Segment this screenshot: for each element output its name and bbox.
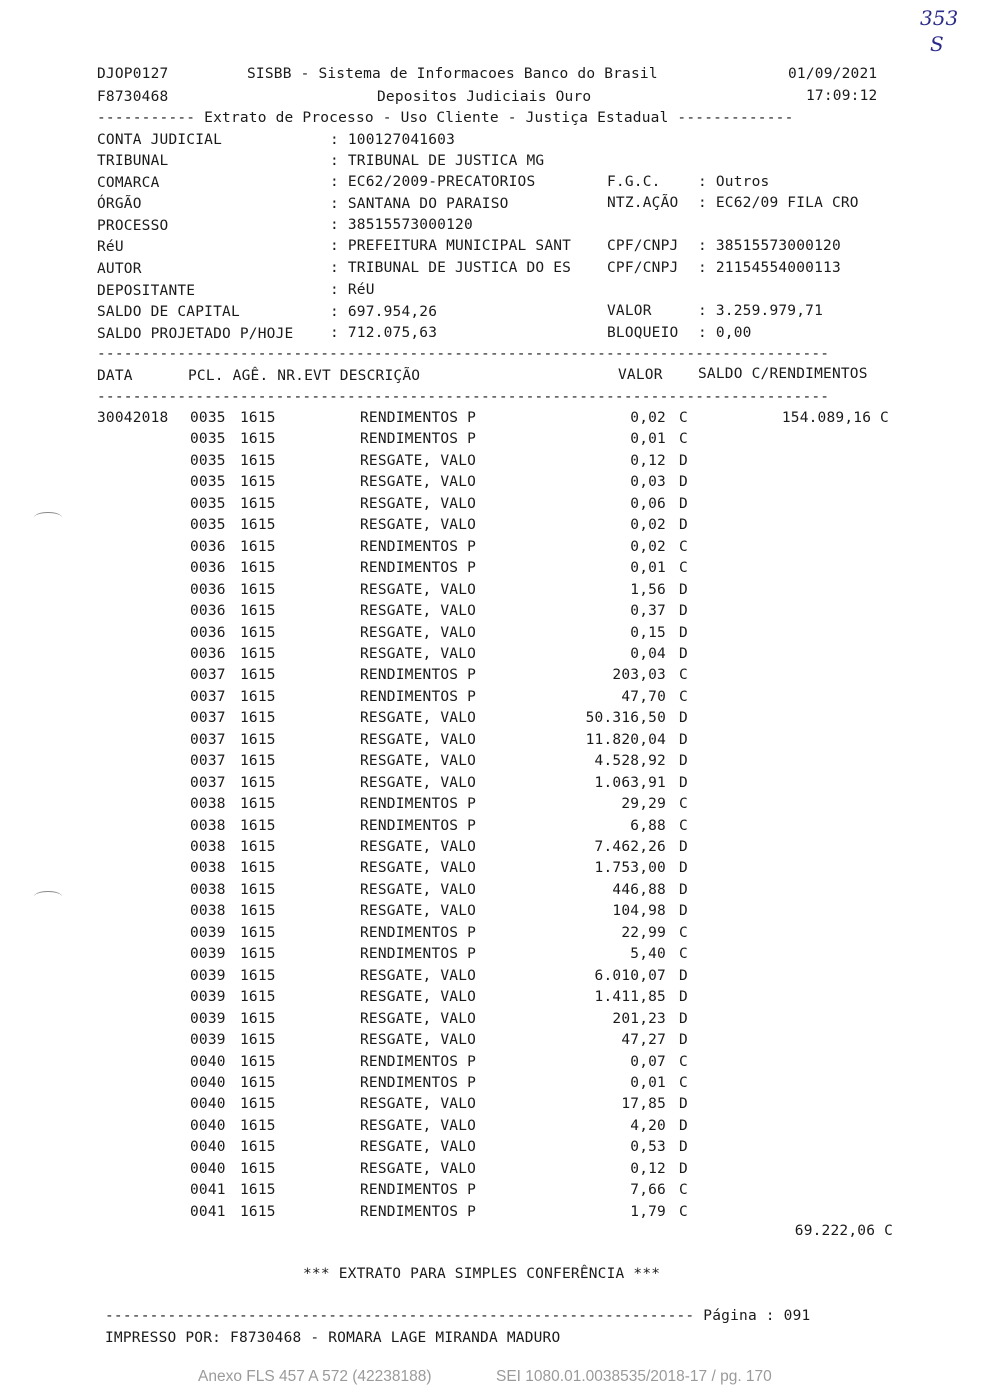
label-depositante: DEPOSITANTE [97,283,196,299]
row-debit-credit: D [679,452,688,469]
table-row [0,1096,990,1117]
label-ntz-acao: NTZ.AÇÃO [607,195,679,211]
row-agencia: 1615 [240,860,276,877]
row-descricao: RESGATE, VALO [360,989,477,1006]
row-agencia: 1615 [240,753,276,770]
label-cpf-autor: CPF/CNPJ [607,260,679,276]
row-date: 30042018 [97,410,169,426]
label-comarca: COMARCA [97,175,160,191]
row-pcl: 0038 [190,817,226,834]
row-valor: 104,98 [612,903,666,920]
table-row [0,989,990,1010]
row-descricao: RENDIMENTOS P [360,688,477,705]
row-pcl: 0035 [190,474,226,491]
row-valor: 5,40 [630,946,666,963]
label-cpf-reu: CPF/CNPJ [607,238,679,254]
row-debit-credit: C [679,1053,688,1070]
row-descricao: RENDIMENTOS P [360,560,477,577]
row-valor: 29,29 [621,796,666,813]
row-pcl: 0040 [190,1053,226,1070]
value-conta: : 100127041603 [330,132,456,148]
row-debit-credit: C [679,688,688,705]
row-agencia: 1615 [240,1160,276,1177]
row-debit-credit: D [679,774,688,791]
row-descricao: RESGATE, VALO [360,645,477,662]
value-autor: : TRIBUNAL DE JUSTICA DO ES [330,260,572,276]
row-agencia: 1615 [240,431,276,448]
row-valor: 0,01 [630,1074,666,1091]
row-descricao: RESGATE, VALO [360,710,477,727]
value-comarca: : EC62/2009-PRECATORIOS [330,174,536,190]
table-row [0,431,990,452]
row-descricao: RENDIMENTOS P [360,924,477,941]
row-valor: 6.010,07 [594,967,666,984]
table-row [0,1032,990,1053]
label-bloqueio: BLOQUEIO [607,325,679,341]
table-row [0,539,990,560]
row-pcl: 0039 [190,989,226,1006]
table-row [0,625,990,646]
row-agencia: 1615 [240,946,276,963]
row-valor: 1.411,85 [594,989,666,1006]
table-row [0,689,990,710]
table-row [0,1204,990,1225]
table-row [0,968,990,989]
value-saldo-projetado: : 712.075,63 [330,325,438,341]
row-agencia: 1615 [240,1117,276,1134]
value-saldo-capital: : 697.954,26 [330,304,438,320]
row-valor: 0,07 [630,1053,666,1070]
row-descricao: RENDIMENTOS P [360,1053,477,1070]
table-row [0,1054,990,1075]
row-valor: 0,02 [630,517,666,534]
row-debit-credit: C [679,410,688,426]
row-valor: 1,79 [630,1203,666,1220]
row-debit-credit: D [679,967,688,984]
row-debit-credit: D [679,1117,688,1134]
row-debit-credit: D [679,517,688,534]
handwritten-page-number: 353 [920,6,959,30]
row-agencia: 1615 [240,688,276,705]
divider-header: ---------------------------------------------------------------------------------- [97,389,830,405]
row-agencia: 1615 [240,517,276,534]
row-pcl: 0035 [190,517,226,534]
row-descricao: RESGATE, VALO [360,860,477,877]
row-pcl: 0035 [190,452,226,469]
row-pcl: 0036 [190,538,226,555]
row-agencia: 1615 [240,774,276,791]
row-debit-credit: D [679,839,688,855]
row-descricao: RESGATE, VALO [360,1139,477,1156]
row-debit-credit: C [679,431,688,448]
value-cpf-autor: : 21154554000113 [698,260,841,276]
row-descricao: RESGATE, VALO [360,1117,477,1134]
table-row [0,646,990,667]
table-row [0,925,990,946]
label-saldo-capital: SALDO DE CAPITAL [97,304,240,320]
row-agencia: 1615 [240,881,276,898]
table-row [0,1118,990,1139]
row-pcl: 0037 [190,667,226,684]
table-row [0,560,990,581]
row-valor: 0,37 [630,603,666,620]
table-row [0,582,990,603]
row-valor: 0,12 [630,452,666,469]
row-pcl: 0036 [190,624,226,641]
row-descricao: RESGATE, VALO [360,495,477,512]
row-pcl: 0039 [190,1032,226,1049]
table-row [0,946,990,967]
row-agencia: 1615 [240,731,276,748]
row-valor: 0,03 [630,474,666,491]
row-descricao: RENDIMENTOS P [360,946,477,963]
table-row [0,496,990,517]
row-valor: 17,85 [621,1096,666,1113]
row-pcl: 0037 [190,710,226,727]
row-valor: 0,04 [630,645,666,662]
value-valor: : 3.259.979,71 [698,303,824,319]
row-pcl: 0038 [190,796,226,813]
value-tribunal: : TRIBUNAL DE JUSTICA MG [330,153,545,169]
row-pcl: 0040 [190,1074,226,1091]
row-debit-credit: C [679,538,688,555]
value-bloqueio: : 0,00 [698,325,752,341]
row-debit-credit: D [679,860,688,877]
row-descricao: RESGATE, VALO [360,581,477,598]
printed-by: IMPRESSO POR: F8730468 - ROMARA LAGE MIRANDA MADURO [105,1330,561,1346]
value-processo: : 38515573000120 [330,217,473,233]
row-agencia: 1615 [240,903,276,920]
row-pcl: 0036 [190,560,226,577]
row-debit-credit: D [679,1032,688,1049]
row-valor: 22,99 [621,924,666,941]
row-debit-credit: D [679,645,688,662]
label-valor: VALOR [607,303,652,319]
row-debit-credit: D [679,624,688,641]
value-ntz-acao: : EC62/09 FILA CRO [698,195,859,211]
row-pcl: 0035 [190,495,226,512]
row-valor: 0,01 [630,560,666,577]
row-valor: 446,88 [612,881,666,898]
row-valor: 201,23 [612,1010,666,1027]
conference-notice: *** EXTRATO PARA SIMPLES CONFERÊNCIA *** [303,1266,661,1282]
table-row [0,517,990,538]
row-valor: 1.753,00 [594,860,666,877]
row-agencia: 1615 [240,796,276,813]
table-row [0,732,990,753]
row-agencia: 1615 [240,410,276,426]
row-descricao: RENDIMENTOS P [360,1074,477,1091]
page-footer-line: ------------------------------------------------------------------ Página : 091 [105,1308,811,1324]
table-row [0,796,990,817]
row-pcl: 0037 [190,688,226,705]
value-depositante: : RéU [330,282,375,298]
print-time: 17:09:12 [806,88,878,104]
row-debit-credit: D [679,1096,688,1113]
table-row [0,1075,990,1096]
column-pcl-desc: PCL. AGÊ. NR.EVT DESCRIÇÃO [188,368,421,384]
row-descricao: RENDIMENTOS P [360,538,477,555]
row-valor: 7,66 [630,1182,666,1199]
row-agencia: 1615 [240,1203,276,1220]
row-valor: 50.316,50 [585,710,666,727]
row-valor: 0,01 [630,431,666,448]
row-agencia: 1615 [240,603,276,620]
label-orgao: ÓRGÃO [97,196,142,212]
row-agencia: 1615 [240,452,276,469]
row-pcl: 0040 [190,1160,226,1177]
row-valor: 4,20 [630,1117,666,1134]
column-valor: VALOR [618,367,663,383]
row-descricao: RESGATE, VALO [360,731,477,748]
table-row [0,1161,990,1182]
table-row [0,775,990,796]
scan-mark [34,891,62,902]
row-agencia: 1615 [240,538,276,555]
sei-reference: SEI 1080.01.0038535/2018-17 / pg. 170 [496,1368,772,1385]
row-debit-credit: D [679,1160,688,1177]
row-valor: 47,27 [621,1032,666,1049]
row-descricao: RENDIMENTOS P [360,796,477,813]
row-pcl: 0038 [190,839,226,855]
row-valor: 0,15 [630,624,666,641]
row-agencia: 1615 [240,1096,276,1113]
row-descricao: RESGATE, VALO [360,881,477,898]
label-processo: PROCESSO [97,218,169,234]
handwritten-initial: S [930,32,944,56]
row-debit-credit: D [679,881,688,898]
row-debit-credit: C [679,946,688,963]
row-debit-credit: D [679,603,688,620]
row-agencia: 1615 [240,624,276,641]
row-descricao: RENDIMENTOS P [360,1182,477,1199]
table-row [0,603,990,624]
system-code: DJOP0127 [97,66,169,82]
label-conta: CONTA JUDICIAL [97,132,223,148]
row-agencia: 1615 [240,1010,276,1027]
scan-mark [34,512,62,523]
row-debit-credit: D [679,495,688,512]
row-pcl: 0035 [190,431,226,448]
row-agencia: 1615 [240,474,276,491]
row-pcl: 0040 [190,1096,226,1113]
column-data: DATA [97,368,133,384]
row-debit-credit: C [679,817,688,834]
row-agencia: 1615 [240,710,276,727]
row-pcl: 0036 [190,581,226,598]
row-valor: 0,53 [630,1139,666,1156]
row-pcl: 0038 [190,860,226,877]
row-pcl: 0039 [190,924,226,941]
row-descricao: RESGATE, VALO [360,452,477,469]
table-row [0,860,990,881]
table-row [0,818,990,839]
row-descricao: RESGATE, VALO [360,517,477,534]
table-row [0,1011,990,1032]
row-valor: 7.462,26 [594,839,666,855]
table-row [0,1139,990,1160]
table-row [0,839,990,860]
system-subtitle: Depositos Judiciais Ouro [377,89,592,105]
row-agencia: 1615 [240,581,276,598]
row-descricao: RESGATE, VALO [360,1096,477,1113]
row-valor: 4.528,92 [594,753,666,770]
value-reu: : PREFEITURA MUNICIPAL SANT [330,238,572,254]
divider-top: ---------------------------------------------------------------------------------- [97,346,830,362]
row-pcl: 0039 [190,1010,226,1027]
annex-reference: Anexo FLS 457 A 572 (42238188) [198,1368,432,1385]
row-agencia: 1615 [240,1074,276,1091]
row-debit-credit: C [679,796,688,813]
table-row [0,753,990,774]
row-debit-credit: D [679,731,688,748]
row-descricao: RESGATE, VALO [360,474,477,491]
row-pcl: 0035 [190,410,226,426]
row-agencia: 1615 [240,817,276,834]
row-debit-credit: D [679,903,688,920]
extract-title-line: ----------- Extrato de Processo - Uso Cliente - Justiça Estadual ------------- [97,110,794,126]
row-debit-credit: C [679,560,688,577]
row-valor: 47,70 [621,688,666,705]
row-descricao: RENDIMENTOS P [360,1203,477,1220]
table-row [0,410,990,431]
label-saldo-projetado: SALDO PROJETADO P/HOJE [97,326,294,342]
table-row [0,882,990,903]
row-descricao: RESGATE, VALO [360,1010,477,1027]
row-valor: 1.063,91 [594,774,666,791]
row-descricao: RESGATE, VALO [360,903,477,920]
row-agencia: 1615 [240,1139,276,1156]
row-descricao: RESGATE, VALO [360,1032,477,1049]
row-pcl: 0039 [190,967,226,984]
row-agencia: 1615 [240,1182,276,1199]
row-debit-credit: C [679,924,688,941]
row-agencia: 1615 [240,1032,276,1049]
value-orgao: : SANTANA DO PARAISO [330,196,509,212]
row-descricao: RESGATE, VALO [360,753,477,770]
row-debit-credit: D [679,710,688,727]
row-agencia: 1615 [240,924,276,941]
row-pcl: 0040 [190,1117,226,1134]
row-pcl: 0039 [190,946,226,963]
table-row [0,474,990,495]
row-pcl: 0036 [190,603,226,620]
row-pcl: 0037 [190,753,226,770]
value-cpf-reu: : 38515573000120 [698,238,841,254]
row-debit-credit: D [679,753,688,770]
label-reu: RéU [97,239,124,255]
row-valor: 203,03 [612,667,666,684]
row-agencia: 1615 [240,1053,276,1070]
row-debit-credit: C [679,1182,688,1199]
label-autor: AUTOR [97,261,142,277]
operator-code: F8730468 [97,89,169,105]
row-descricao: RESGATE, VALO [360,603,477,620]
row-pcl: 0040 [190,1139,226,1156]
row-pcl: 0038 [190,903,226,920]
row-agencia: 1615 [240,839,276,855]
row-debit-credit: C [679,1074,688,1091]
row-valor: 0,02 [630,538,666,555]
row-agencia: 1615 [240,967,276,984]
row-descricao: RESGATE, VALO [360,1160,477,1177]
row-descricao: RENDIMENTOS P [360,410,477,426]
table-row [0,1182,990,1203]
label-tribunal: TRIBUNAL [97,153,169,169]
final-balance: 69.222,06 C [794,1223,893,1239]
row-agencia: 1615 [240,495,276,512]
value-fgc: : Outros [698,174,770,190]
row-agencia: 1615 [240,667,276,684]
row-pcl: 0041 [190,1182,226,1199]
row-descricao: RESGATE, VALO [360,624,477,641]
row-saldo: 154.089,16 C [781,410,889,426]
row-valor: 0,12 [630,1160,666,1177]
row-pcl: 0038 [190,881,226,898]
table-row [0,710,990,731]
row-descricao: RENDIMENTOS P [360,667,477,684]
row-descricao: RENDIMENTOS P [360,817,477,834]
row-descricao: RENDIMENTOS P [360,431,477,448]
row-agencia: 1615 [240,989,276,1006]
row-valor: 1,56 [630,581,666,598]
row-pcl: 0036 [190,645,226,662]
row-debit-credit: D [679,989,688,1006]
system-title: SISBB - Sistema de Informacoes Banco do Brasil [247,66,658,82]
row-debit-credit: D [679,474,688,491]
table-row [0,453,990,474]
row-debit-credit: C [679,667,688,684]
print-date: 01/09/2021 [788,66,878,82]
label-fgc: F.G.C. [607,174,661,190]
row-agencia: 1615 [240,645,276,662]
row-debit-credit: C [679,1203,688,1220]
row-debit-credit: D [679,581,688,598]
table-row [0,903,990,924]
row-agencia: 1615 [240,560,276,577]
row-pcl: 0041 [190,1203,226,1220]
row-debit-credit: D [679,1010,688,1027]
row-descricao: RESGATE, VALO [360,839,477,855]
row-valor: 0,02 [630,410,666,426]
row-descricao: RESGATE, VALO [360,774,477,791]
row-debit-credit: D [679,1139,688,1156]
row-pcl: 0037 [190,731,226,748]
row-valor: 11.820,04 [585,731,666,748]
row-descricao: RESGATE, VALO [360,967,477,984]
table-row [0,667,990,688]
row-pcl: 0037 [190,774,226,791]
column-saldo: SALDO C/RENDIMENTOS [698,366,868,382]
row-valor: 0,06 [630,495,666,512]
row-valor: 6,88 [630,817,666,834]
